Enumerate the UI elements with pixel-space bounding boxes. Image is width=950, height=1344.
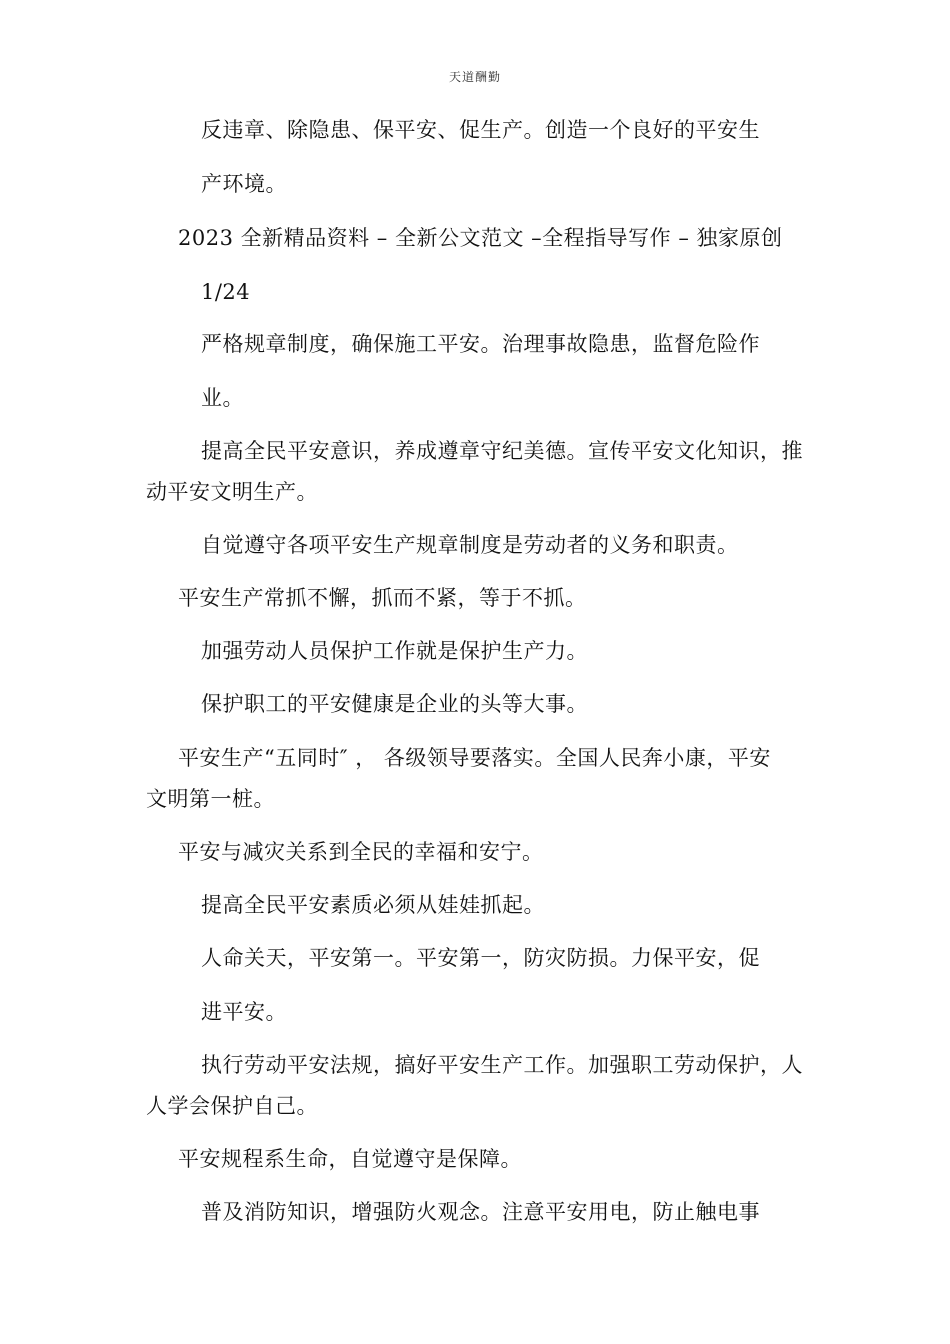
text-line: 产环境。: [201, 172, 287, 196]
text-line: 动平安文明生产。: [146, 480, 318, 504]
text-line: 文明第一桩。: [146, 787, 275, 811]
text-line: 提高全民平安素质必须从娃娃抓起。: [201, 893, 545, 917]
text-line: 平安规程系生命，自觉遵守是保障。: [178, 1147, 522, 1171]
text-line: 执行劳动平安法规，搞好平安生产工作。加强职工劳动保护，人: [201, 1053, 803, 1077]
text-line: 严格规章制度，确保施工平安。治理事故隐患，监督危险作: [201, 332, 760, 356]
text-line: 平安与减灾关系到全民的幸福和安宁。: [178, 840, 544, 864]
text-line: 加强劳动人员保护工作就是保护生产力。: [201, 639, 588, 663]
text-line: 保护职工的平安健康是企业的头等大事。: [201, 692, 588, 716]
text-line: 人学会保护自己。: [146, 1094, 318, 1118]
text-line: 人命关天，平安第一。平安第一，防灾防损。力保平安，促: [201, 946, 760, 970]
text-line: 提高全民平安意识，养成遵章守纪美德。宣传平安文化知识，推: [201, 439, 803, 463]
page-header: 天道酬勤: [448, 70, 501, 84]
text-line: 进平安。: [201, 1000, 287, 1024]
text-line: 业。: [201, 386, 244, 410]
text-line: 普及消防知识，增强防火观念。注意平安用电，防止触电事: [201, 1200, 760, 1224]
text-line: 自觉遵守各项平安生产规章制度是劳动者的义务和职责。: [201, 533, 739, 557]
page-number: 1/24: [201, 280, 251, 304]
text-line: 反违章、除隐患、保平安、促生产。创造一个良好的平安生: [201, 118, 760, 142]
text-line: 平安生产常抓不懈，抓而不紧，等于不抓。: [178, 586, 587, 610]
text-line: 平安生产“五同时″ ， 各级领导要落实。全国人民奔小康，平安: [178, 746, 771, 770]
text-line: 2023 全新精品资料 – 全新公文范文 –全程指导写作 – 独家原创: [178, 226, 783, 250]
